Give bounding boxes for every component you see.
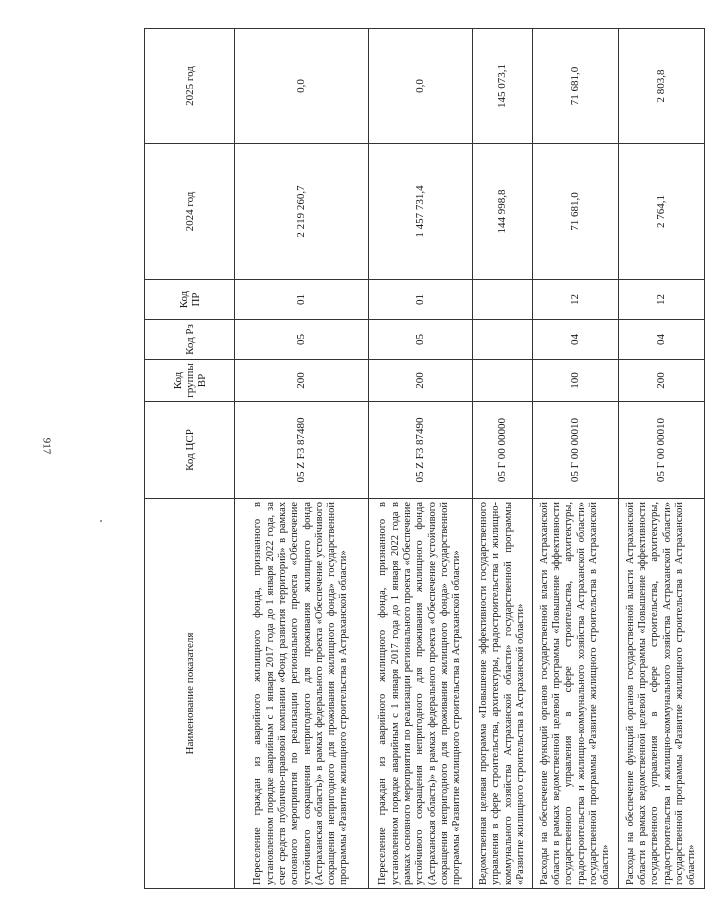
row-rz: 05	[235, 320, 369, 360]
row-csr: 05 Г 00 00010	[619, 402, 705, 499]
row-csr: 05 Г 00 00000	[473, 402, 533, 499]
row-2025: 0,0	[369, 29, 473, 144]
row-2025: 71 681,0	[533, 29, 619, 144]
table-row	[533, 29, 619, 889]
row-rz	[473, 320, 533, 360]
row-2024: 144 998,8	[473, 144, 533, 280]
header-pr: Код ПР	[145, 280, 235, 320]
row-rz: 04	[533, 320, 619, 360]
table-header-row	[145, 29, 235, 889]
row-vr: 200	[235, 360, 369, 402]
row-rz: 04	[619, 320, 705, 360]
row-csr: 05 Z F3 87490	[369, 402, 473, 499]
row-pr: 12	[619, 280, 705, 320]
row-csr: 05 Z F3 87480	[235, 402, 369, 499]
header-2024: 2024 год	[145, 144, 235, 280]
header-name: Наименование показателя	[145, 499, 235, 889]
table-row	[369, 29, 473, 889]
row-2025: 145 073,1	[473, 29, 533, 144]
table-row	[235, 29, 369, 889]
row-vr	[473, 360, 533, 402]
page-number: 917	[40, 437, 53, 455]
row-2024: 1 457 731,4	[369, 144, 473, 280]
row-pr	[473, 280, 533, 320]
header-rz: Код Рз	[145, 320, 235, 360]
row-2024: 2 219 260,7	[235, 144, 369, 280]
table-row	[619, 29, 705, 889]
row-name: Переселение граждан из аварийного жилищного фонда, признанного в установленном порядке аварийным с 1 января 2017 года до 1 января 2022 года, за счет средств публично-правовой компании «Фонд развития территорий» в рамках основного мероприятия по реализации регионального проекта «Обеспечение устойчивого сокращения непригодного для проживания жилищного фонда (Астраханская область)» в рамках федерального проекта «Обеспечение устойчивого сокращения непригодного для проживания жилищного фонда» государственной программы «Развитие жилищного строительства в Астраханской области»	[235, 499, 369, 889]
table-row	[473, 29, 533, 889]
row-2024: 2 764,1	[619, 144, 705, 280]
header-vr: Код группы ВР	[145, 360, 235, 402]
table-frame	[144, 29, 698, 889]
row-2025: 0,0	[235, 29, 369, 144]
row-name: Переселение граждан из аварийного жилищного фонда, признанного в установленном порядке аварийным с 1 января 2017 года до 1 января 2022 года в рамках основного мероприятия по реализации регионального проекта «Обеспечение устойчивого сокращения непригодного для проживания жилищного фонда (Астраханская область)» в рамках федерального проекта «Обеспечение устойчивого сокращения непригодного для проживания жилищного фонда» государственной программы «Развитие жилищного строительства в Астраханской области»	[369, 499, 473, 889]
row-name: Расходы на обеспечение функций органов государственной власти Астраханской области в рамках ведомственной целевой программы «Повышение эффективности государственного управления в сфере строительства, архитектуры, градостроительства и жилищно-коммунального хозяйства Астраханской области» государственной программы «Развитие жилищного строительства в Астраханской области»	[533, 499, 619, 889]
row-name: Расходы на обеспечение функций органов государственной власти Астраханской области в рамках ведомственной целевой программы «Повышение эффективности государственного управления в сфере строительства, архитектуры, градостроительства и жилищно-коммунального хозяйства Астраханской области» государственной программы «Развитие жилищного строительства в Астраханской области»	[619, 499, 705, 889]
header-2025: 2025 год	[145, 29, 235, 144]
row-2024: 71 681,0	[533, 144, 619, 280]
scan-speck	[100, 520, 102, 522]
budget-table	[144, 28, 705, 889]
row-pr: 01	[235, 280, 369, 320]
row-pr: 12	[533, 280, 619, 320]
row-vr: 200	[619, 360, 705, 402]
row-vr: 200	[369, 360, 473, 402]
row-rz: 05	[369, 320, 473, 360]
row-name: Ведомственная целевая программа «Повышение эффективности государственного управления в сфере строительства, архитектуры, градостроительства и жилищно-коммунального хозяйства Астраханской области» государственной программы «Развитие жилищного строительства в Астраханской области»	[473, 499, 533, 889]
row-csr: 05 Г 00 00010	[533, 402, 619, 499]
row-vr: 100	[533, 360, 619, 402]
row-2025: 2 803,8	[619, 29, 705, 144]
header-csr: Код ЦСР	[145, 402, 235, 499]
row-pr: 01	[369, 280, 473, 320]
